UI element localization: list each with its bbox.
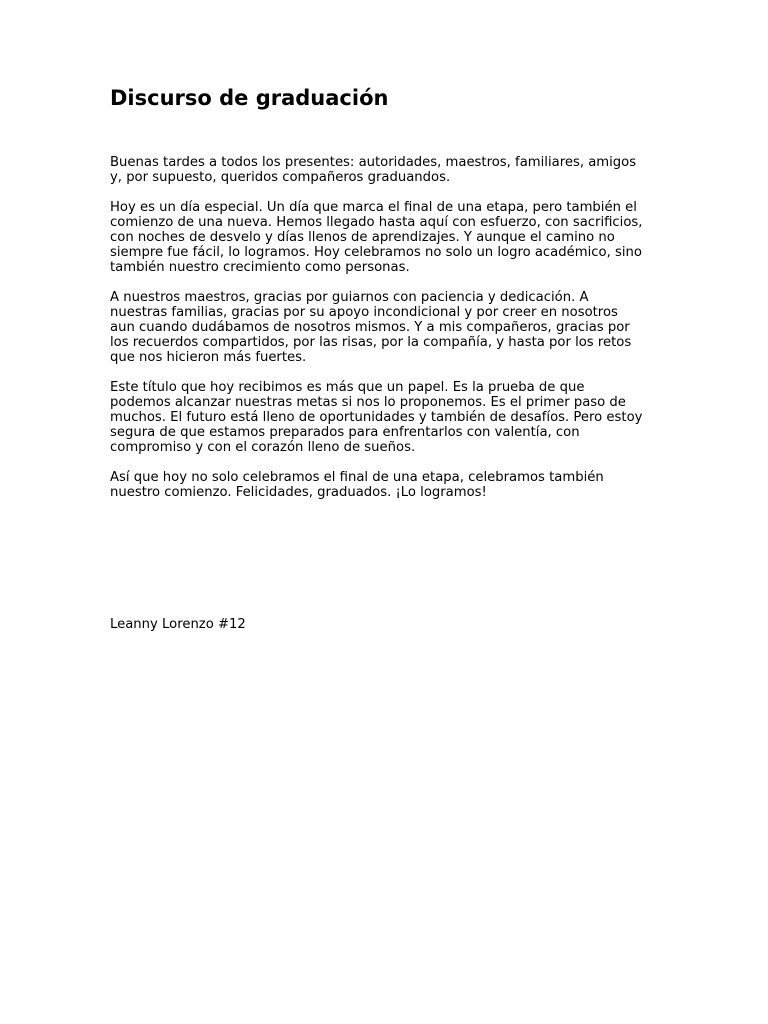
text-line: nuestras familias, gracias por su apoyo incondicional y por creer en nosotros bbox=[110, 305, 618, 320]
text-line: Este título que hoy recibimos es más que un papel. Es la prueba de que bbox=[110, 380, 585, 395]
text-line: y, por supuesto, queridos compañeros graduandos. bbox=[110, 170, 451, 185]
text-line: nuestro comienzo. Felicidades, graduados. ¡Lo logramos! bbox=[110, 485, 487, 500]
text-line: A nuestros maestros, gracias por guiarnos con paciencia y dedicación. A bbox=[110, 290, 589, 305]
text-line: con noches de desvelo y días llenos de aprendizajes. Y aunque el camino no bbox=[110, 230, 615, 245]
text-line: Buenas tardes a todos los presentes: autoridades, maestros, familiares, amigos bbox=[110, 155, 637, 170]
speech-body bbox=[110, 155, 666, 515]
text-line: siempre fue fácil, lo logramos. Hoy celebramos no solo un logro académico, sino bbox=[110, 245, 642, 260]
paragraph-diploma bbox=[110, 380, 666, 455]
text-line: muchos. El futuro está lleno de oportunidades y también de desafíos. Pero estoy bbox=[110, 410, 643, 425]
text-line: también nuestro crecimiento como personas. bbox=[110, 260, 410, 275]
text-line: Hoy es un día especial. Un día que marca el final de una etapa, pero también el bbox=[110, 200, 637, 215]
text-line: los recuerdos compartidos, por las risas, por la compañía, y hasta por los retos bbox=[110, 335, 632, 350]
text-line: comienzo de una nueva. Hemos llegado hasta aquí con esfuerzo, con sacrificios, bbox=[110, 215, 643, 230]
paragraph-gratitude bbox=[110, 290, 666, 365]
author-signature: Leanny Lorenzo #12 bbox=[110, 617, 246, 632]
paragraph-greeting bbox=[110, 155, 666, 185]
text-line: que nos hicieron más fuertes. bbox=[110, 350, 307, 365]
text-line: compromiso y con el corazón lleno de sueños. bbox=[110, 440, 416, 455]
paragraph-closing bbox=[110, 470, 666, 500]
document-title: Discurso de graduación bbox=[110, 86, 389, 110]
text-line: Así que hoy no solo celebramos el final de una etapa, celebramos también bbox=[110, 470, 604, 485]
text-line: podemos alcanzar nuestras metas si nos lo proponemos. Es el primer paso de bbox=[110, 395, 626, 410]
text-line: aun cuando dudábamos de nosotros mismos. Y a mis compañeros, gracias por bbox=[110, 320, 630, 335]
paragraph-special-day bbox=[110, 200, 666, 275]
text-line: segura de que estamos preparados para enfrentarlos con valentía, con bbox=[110, 425, 580, 440]
